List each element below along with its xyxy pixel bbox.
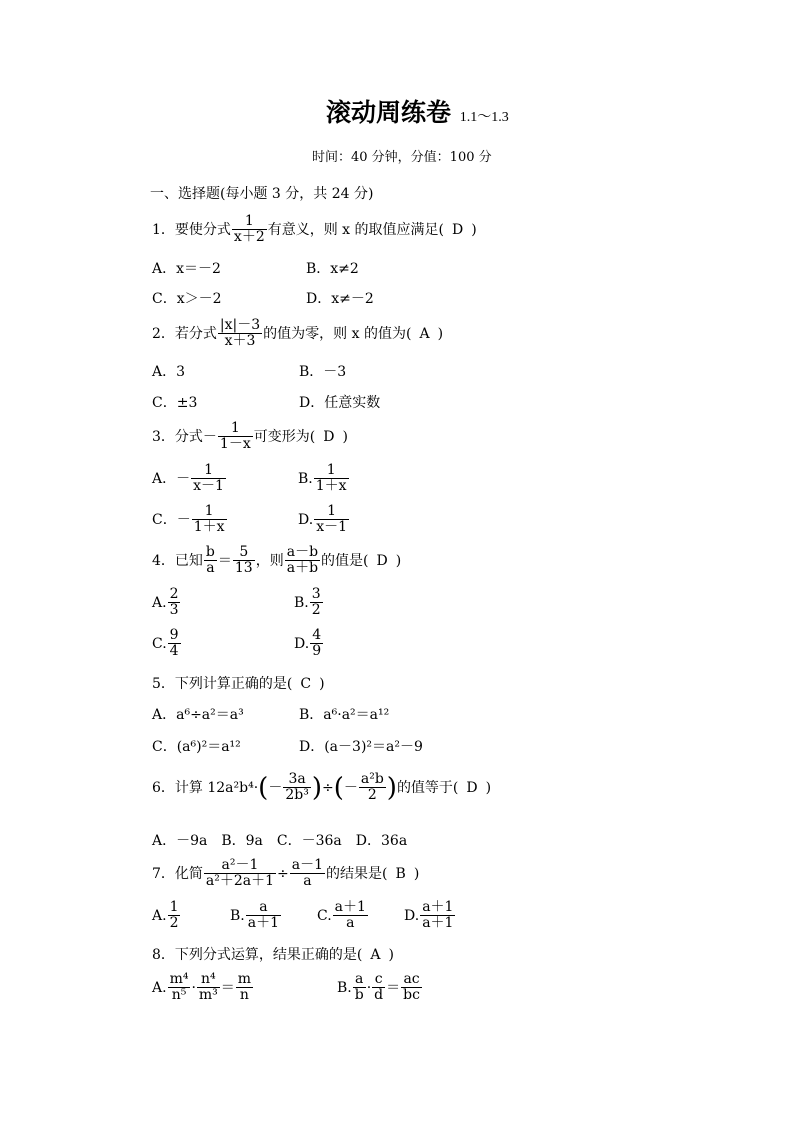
q-close: ) bbox=[437, 325, 444, 342]
fraction bbox=[314, 463, 349, 495]
answer: D bbox=[466, 779, 478, 796]
option-a: A．a⁶÷a²＝a³ bbox=[152, 707, 244, 723]
fraction bbox=[290, 858, 325, 890]
frac-num: 4 bbox=[312, 627, 322, 643]
fraction bbox=[236, 972, 253, 1004]
option-b bbox=[294, 587, 324, 619]
left-paren: ( bbox=[333, 772, 344, 803]
q-stem: 的结果是( bbox=[326, 865, 388, 882]
opt-label: B. bbox=[230, 907, 245, 924]
frac-num: 9 bbox=[169, 627, 179, 643]
option-d: D．任意实数 bbox=[299, 395, 381, 411]
frac-num: 2 bbox=[169, 586, 179, 602]
opt-label: A. bbox=[152, 979, 167, 996]
question-4 bbox=[152, 545, 401, 577]
q-stem: 分式－ bbox=[174, 428, 217, 445]
q-close: ) bbox=[319, 676, 325, 692]
answer: D bbox=[452, 221, 464, 238]
question-5 bbox=[152, 677, 325, 691]
opt-label: D. bbox=[294, 635, 310, 652]
fraction bbox=[246, 900, 281, 932]
q-stem: 计算 12a²b⁴· bbox=[174, 779, 259, 796]
section-heading: 一、选择题(每小题 3 分，共 24 分) bbox=[150, 186, 374, 202]
fraction bbox=[333, 900, 368, 932]
q-stem: 已知 bbox=[174, 552, 203, 569]
opt-label: A. bbox=[152, 594, 167, 611]
frac-num: c bbox=[372, 972, 385, 988]
frac-num: a bbox=[246, 900, 281, 916]
q-close: ) bbox=[413, 865, 420, 882]
option-c: C．x＞－2 bbox=[152, 291, 222, 307]
opt-label: C. bbox=[317, 907, 332, 924]
opt-label: B. bbox=[337, 979, 352, 996]
frac-den: a bbox=[303, 873, 312, 890]
frac-den: 3 bbox=[169, 602, 179, 619]
fraction bbox=[420, 900, 455, 932]
frac-den: n⁵ bbox=[171, 987, 187, 1004]
q-stem: 下列分式运算，结果正确的是( bbox=[174, 947, 363, 963]
q-stem: 的值等于( bbox=[396, 779, 459, 796]
fraction bbox=[218, 421, 253, 453]
q-number: 4． bbox=[152, 552, 175, 569]
frac-den: a bbox=[346, 915, 355, 932]
frac-den: bc bbox=[403, 987, 420, 1004]
fraction bbox=[232, 214, 267, 246]
frac-num: a＋1 bbox=[422, 899, 454, 915]
answer: D bbox=[376, 552, 388, 569]
frac-den: 2 bbox=[367, 787, 377, 804]
frac-den: a＋b bbox=[286, 560, 319, 577]
q-number: 6． bbox=[152, 779, 175, 796]
frac-num: 1 bbox=[192, 504, 227, 520]
q-stem: 可变形为( bbox=[253, 428, 316, 445]
fraction bbox=[197, 972, 220, 1004]
frac-den: d bbox=[374, 987, 384, 1004]
divide-sign: ÷ bbox=[277, 865, 289, 882]
dot-sign: · bbox=[366, 979, 372, 996]
fraction bbox=[204, 545, 217, 577]
frac-num: a－b bbox=[286, 544, 319, 560]
q-stem: 的值是( bbox=[321, 552, 369, 569]
q-number: 1． bbox=[152, 221, 175, 238]
q-number: 2． bbox=[152, 325, 175, 342]
option-c: C．(a⁶)²＝a¹² bbox=[152, 739, 241, 755]
option-d: D．(a－3)²＝a²－9 bbox=[299, 739, 423, 755]
question-2 bbox=[152, 318, 443, 350]
answer: A bbox=[370, 947, 381, 963]
opt-label: B. bbox=[298, 470, 313, 487]
answer: A bbox=[419, 325, 430, 342]
question-8 bbox=[152, 948, 394, 962]
q-number: 5． bbox=[152, 676, 175, 692]
frac-num: 1 bbox=[218, 421, 253, 437]
frac-den: 4 bbox=[169, 643, 179, 660]
option-b bbox=[337, 972, 423, 1004]
dot-sign: · bbox=[191, 979, 196, 996]
frac-den: x－1 bbox=[316, 519, 347, 536]
fraction bbox=[359, 772, 386, 804]
option-a bbox=[152, 972, 254, 1004]
opt-label: C．－ bbox=[152, 511, 191, 528]
opt-label: A．－ bbox=[152, 470, 191, 487]
frac-num: |x|－3 bbox=[219, 317, 261, 333]
q-stem: 化简 bbox=[174, 865, 203, 882]
frac-num: 1 bbox=[232, 214, 267, 230]
frac-num: a＋1 bbox=[334, 899, 366, 915]
q-stem: 若分式 bbox=[174, 325, 217, 342]
option-d bbox=[298, 504, 350, 536]
option-a: A．x＝－2 bbox=[152, 261, 221, 277]
fraction bbox=[192, 504, 227, 536]
fraction bbox=[314, 504, 349, 536]
frac-num: n⁴ bbox=[197, 972, 220, 988]
frac-den: a＋1 bbox=[422, 915, 454, 932]
q-stem: ，则 bbox=[255, 552, 284, 569]
option-d: D．x≠－2 bbox=[306, 291, 374, 307]
answer: B bbox=[395, 865, 406, 882]
options-line: A．－9a B．9a C．－36a D．36a bbox=[152, 833, 408, 849]
minus-sign: － bbox=[343, 779, 358, 796]
option-a bbox=[152, 463, 227, 495]
question-3 bbox=[152, 421, 348, 453]
fraction bbox=[168, 972, 191, 1004]
title-text: 滚动周练卷 bbox=[326, 98, 452, 127]
answer: D bbox=[323, 428, 335, 445]
frac-num: a²－1 bbox=[204, 858, 276, 874]
frac-num: b bbox=[205, 544, 215, 560]
question-7 bbox=[152, 858, 419, 890]
q-close: ) bbox=[485, 779, 492, 796]
frac-den: 1－x bbox=[219, 436, 251, 453]
q-number: 3． bbox=[152, 428, 175, 445]
q-number: 7． bbox=[152, 865, 175, 882]
option-d bbox=[404, 900, 456, 932]
frac-den: 13 bbox=[234, 560, 253, 577]
q-number: 8． bbox=[152, 947, 175, 963]
option-b bbox=[230, 900, 282, 932]
equals: ＝ bbox=[217, 552, 232, 569]
frac-den: a bbox=[206, 560, 215, 577]
right-paren: ) bbox=[386, 772, 397, 803]
frac-num: ac bbox=[401, 972, 422, 988]
q-close: ) bbox=[471, 221, 477, 238]
frac-num: m⁴ bbox=[169, 971, 189, 987]
frac-num: 1 bbox=[191, 463, 226, 479]
frac-den: x＋3 bbox=[224, 333, 256, 350]
option-a bbox=[152, 587, 181, 619]
minus-sign: － bbox=[268, 779, 283, 796]
frac-num: a bbox=[353, 972, 366, 988]
frac-num: 3a bbox=[283, 772, 310, 788]
divide-sign: ÷ bbox=[321, 779, 334, 796]
opt-label: A. bbox=[152, 907, 167, 924]
frac-den: 2b³ bbox=[285, 787, 309, 804]
opt-label: D. bbox=[298, 511, 314, 528]
frac-den: n bbox=[239, 987, 249, 1004]
frac-den: x－1 bbox=[193, 478, 224, 495]
opt-label: B. bbox=[294, 594, 309, 611]
question-6 bbox=[152, 772, 491, 804]
frac-num: 5 bbox=[233, 545, 255, 561]
frac-num: 1 bbox=[314, 463, 349, 479]
fraction bbox=[310, 587, 323, 619]
fraction bbox=[204, 858, 276, 890]
fraction bbox=[168, 900, 181, 932]
option-b: B．x≠2 bbox=[306, 261, 359, 277]
frac-den: m³ bbox=[198, 987, 218, 1004]
option-a bbox=[152, 900, 181, 932]
q-stem: 要使分式 bbox=[174, 221, 231, 238]
frac-den: a²＋2a＋1 bbox=[205, 873, 275, 890]
option-b: B．－3 bbox=[299, 364, 347, 380]
frac-den: a＋1 bbox=[247, 915, 280, 932]
opt-label: D. bbox=[404, 907, 420, 924]
q-close: ) bbox=[388, 947, 394, 963]
equals: ＝ bbox=[220, 979, 235, 996]
opt-label: C. bbox=[152, 635, 167, 652]
option-c: C．±3 bbox=[152, 395, 198, 411]
option-c bbox=[152, 504, 228, 536]
option-b bbox=[298, 463, 350, 495]
fraction bbox=[168, 587, 181, 619]
frac-den: b bbox=[354, 987, 364, 1004]
option-d bbox=[294, 628, 324, 660]
fraction bbox=[191, 463, 226, 495]
frac-den: 2 bbox=[311, 602, 321, 619]
fraction bbox=[233, 545, 255, 577]
q-stem: 有意义，则 x 的取值应满足( bbox=[267, 221, 444, 238]
option-b: B．a⁶·a²＝a¹² bbox=[299, 707, 390, 723]
question-1 bbox=[152, 214, 477, 246]
frac-den: 9 bbox=[312, 643, 322, 660]
frac-den: 1＋x bbox=[193, 519, 225, 536]
frac-num: m bbox=[237, 971, 252, 987]
frac-den: x＋2 bbox=[233, 229, 265, 246]
fraction bbox=[353, 972, 366, 1004]
q-stem: 的值为零，则 x 的值为( bbox=[263, 325, 412, 342]
right-paren: ) bbox=[311, 772, 322, 803]
option-a: A．3 bbox=[152, 364, 186, 380]
q-stem: 下列计算正确的是( bbox=[174, 676, 293, 692]
fraction bbox=[310, 628, 323, 660]
title-range: 1.1～1.3 bbox=[459, 110, 509, 125]
q-close: ) bbox=[342, 428, 348, 445]
frac-num: 1 bbox=[314, 504, 349, 520]
frac-den: 2 bbox=[169, 915, 179, 932]
fraction bbox=[283, 772, 310, 804]
fraction bbox=[285, 545, 320, 577]
equals: ＝ bbox=[386, 979, 401, 996]
frac-num: 1 bbox=[169, 899, 179, 915]
option-c bbox=[317, 900, 369, 932]
frac-num: a²b bbox=[360, 771, 384, 787]
option-c bbox=[152, 628, 182, 660]
frac-den: 1＋x bbox=[315, 478, 347, 495]
left-paren: ( bbox=[258, 772, 269, 803]
fraction bbox=[401, 972, 422, 1004]
q-close: ) bbox=[395, 552, 402, 569]
answer: C bbox=[300, 676, 312, 692]
fraction bbox=[218, 318, 262, 350]
page-title bbox=[326, 100, 509, 125]
frac-num: a－1 bbox=[291, 857, 324, 873]
fraction bbox=[168, 628, 181, 660]
time-info: 时间：40 分钟，分值：100 分 bbox=[312, 150, 492, 165]
fraction bbox=[372, 972, 385, 1004]
frac-num: 3 bbox=[311, 586, 321, 602]
